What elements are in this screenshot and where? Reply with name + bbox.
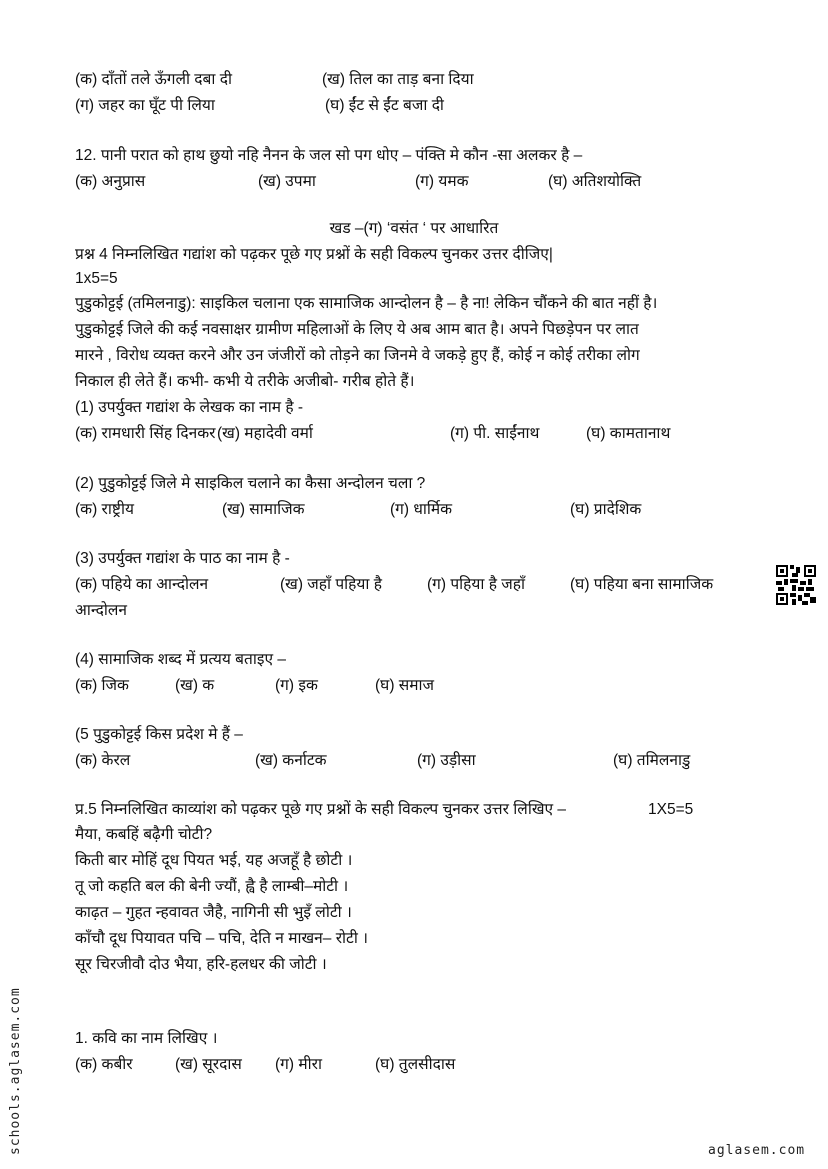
passage-line: मारने , विरोध व्यक्त करने और उन जंजीरों को तोड़ने का जिनमे वे जकड़े हुए हैं, कोई न कोई तरीका लोग xyxy=(75,347,640,364)
option: (ख) क xyxy=(175,677,215,694)
question-4-instruction: प्रश्न 4 निम्नलिखित गद्यांश को पढ़कर पूछे गए प्रश्नों के सही विकल्प चुनकर उत्तर दीजिए| xyxy=(75,246,553,263)
option: (क) दाँतों तले ऊँगली दबा दी xyxy=(75,71,232,88)
poem-line: तू जो कहति बल की बेनी ज्यौं, ह्वै है लाम्बी–मोटी । xyxy=(75,878,349,895)
passage-line: पुडुकोट्टई जिले की कई नवसाक्षर ग्रामीण महिलाओं के लिए ये अब आम बात है। अपने पिछड़ेपन पर लात xyxy=(75,321,639,338)
option: (घ) प्रादेशिक xyxy=(570,501,642,518)
option: (ग) पी. साईंनाथ xyxy=(450,425,540,442)
option-continuation: आन्दोलन xyxy=(75,602,127,619)
question-12: 12. पानी परात को हाथ छुयो नहि नैनन के जल सो पग धोए – पंक्ति मे कौन -सा अलकर है – xyxy=(75,147,583,164)
option: (ख) सूरदास xyxy=(175,1056,242,1073)
marks: 1x5=5 xyxy=(75,270,118,287)
poem-line: काढ़त – गुहत न्हवावत जैहै, नागिनी सी भुइँ लोटी । xyxy=(75,904,352,921)
option: (ग) इक xyxy=(275,677,318,694)
passage-line: पुडुकोट्टई (तमिलनाडु): साइकिल चलाना एक सामाजिक आन्दोलन है – है ना! लेकिन चौंकने की बात नहीं है। xyxy=(75,295,658,312)
option: (ग) यमक xyxy=(415,173,469,190)
option: (क) केरल xyxy=(75,752,131,769)
marks: 1X5=5 xyxy=(648,801,694,818)
sub-question: (4) सामाजिक शब्द में प्रत्यय बताइए – xyxy=(75,651,286,668)
sub-question: (1) उपर्युक्त गद्यांश के लेखक का नाम है - xyxy=(75,399,304,416)
poem-line: सूर चिरजीवौ दोउ भैया, हरि-हलधर की जोटी । xyxy=(75,956,327,973)
option: (क) रामधारी सिंह दिनकर xyxy=(75,425,216,442)
poem-line: काँचौ दूध पियावत पचि – पचि, देति न माखन– रोटी । xyxy=(75,930,369,947)
option: (ख) उपमा xyxy=(258,173,316,190)
sub-question: (3) उपर्युक्त गद्यांश के पाठ का नाम है - xyxy=(75,550,290,567)
passage-line: निकाल ही लेते हैं। कभी- कभी ये तरीके अजीबो- गरीब होते हैं। xyxy=(75,373,415,390)
option: (ख) जहाँ पहिया है xyxy=(280,576,382,593)
option: (घ) ईंट से ईंट बजा दी xyxy=(325,97,444,114)
option: (ख) कर्नाटक xyxy=(255,752,327,769)
sub-question: (2) पुडुकोट्टई जिले मे साइकिल चलाने का कैसा अन्दोलन चला ? xyxy=(75,475,426,492)
poem-line: मैया, कबहिं बढ़ैगी चोटी? xyxy=(75,826,213,843)
option: (ग) पहिया है जहाँ xyxy=(427,576,525,593)
option: (ख) सामाजिक xyxy=(222,501,305,518)
sub-question: 1. कवि का नाम लिखिए । xyxy=(75,1030,218,1047)
question-5-instruction: प्र.5 निम्नलिखित काव्यांश को पढ़कर पूछे गए प्रश्नों के सही विकल्प चुनकर उत्तर लिखिए – xyxy=(75,801,567,818)
footer-watermark: aglasem.com xyxy=(708,1143,806,1158)
option: (क) राष्ट्रीय xyxy=(75,501,134,518)
option: (क) पहिये का आन्दोलन xyxy=(75,576,209,593)
option: (ग) मीरा xyxy=(275,1056,322,1073)
qr-code-icon xyxy=(776,565,816,605)
side-watermark: schools.aglasem.com xyxy=(8,987,23,1155)
option: (घ) समाज xyxy=(375,677,435,694)
option: (घ) तुलसीदास xyxy=(375,1056,456,1073)
option: (ग) धार्मिक xyxy=(390,501,453,518)
option: (क) जिक xyxy=(75,677,129,694)
option: (घ) अतिशयोक्ति xyxy=(548,173,642,190)
option: (ग) जहर का घूँट पी लिया xyxy=(75,97,215,114)
option: (घ) तमिलनाडु xyxy=(613,752,691,769)
option: (ख) महादेवी वर्मा xyxy=(217,425,313,442)
option: (क) अनुप्रास xyxy=(75,173,146,190)
section-heading: खड –(ग) ‘वसंत ‘ पर आधारित xyxy=(329,220,499,237)
option: (घ) कामतानाथ xyxy=(586,425,671,442)
option: (क) कबीर xyxy=(75,1056,133,1073)
option: (ग) उड़ीसा xyxy=(417,752,476,769)
option: (घ) पहिया बना सामाजिक xyxy=(570,576,714,593)
poem-line: किती बार मोहिं दूध पियत भई, यह अजहूँ है छोटी । xyxy=(75,852,353,869)
option: (ख) तिल का ताड़ बना दिया xyxy=(322,71,474,88)
sub-question: (5 पुडुकोट्टई किस प्रदेश मे हैं – xyxy=(75,726,243,743)
